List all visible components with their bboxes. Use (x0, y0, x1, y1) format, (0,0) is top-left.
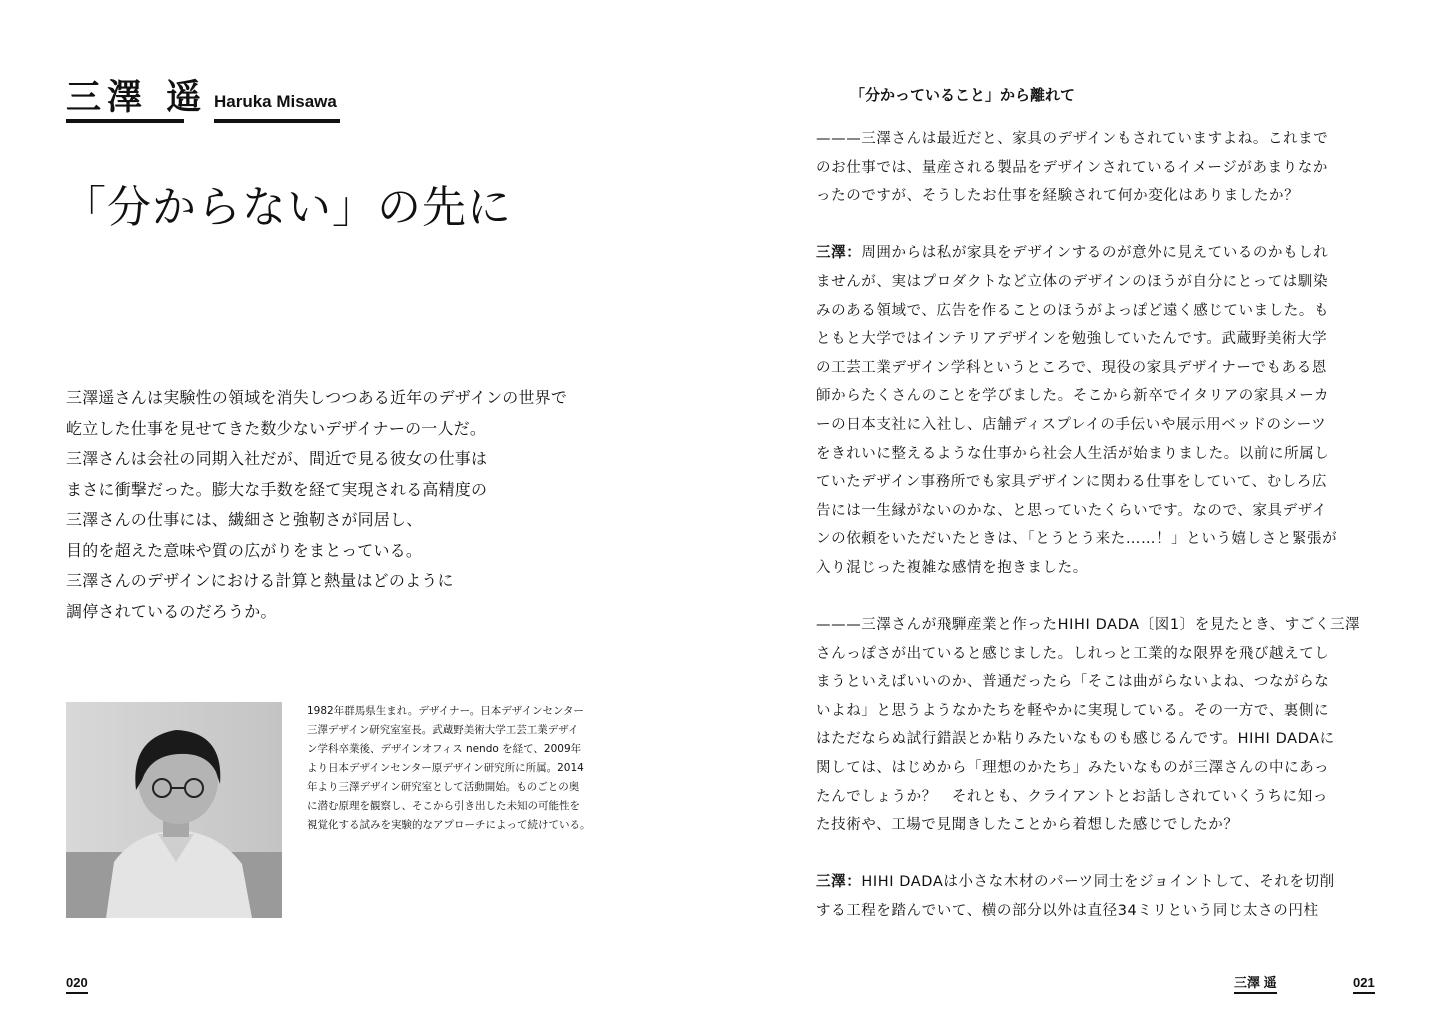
author-name-en: Haruka Misawa (214, 92, 337, 111)
answer-first-line (816, 239, 1376, 268)
question-line: ったのですが、そうしたお仕事を経験されて何か変化はありましたか？ (816, 188, 1300, 205)
portrait-illustration (66, 702, 282, 918)
page-number-left: 020 (66, 975, 88, 994)
lead-line: 三澤さんのデザインにおける計算と熱量はどのように (66, 571, 454, 590)
right-page (721, 0, 1442, 1023)
answer-line: ンの依頼をいただいたときは、「とうとう来た……！」という嬉しさと緊張が (816, 531, 1338, 548)
lead-line: 屹立した仕事を見せてきた数少ないデザイナーの一人だ。 (66, 418, 487, 438)
question-line: ———三澤さんが飛騨産業と作ったHIHI DADA〔図1〕を見たとき、すごく三澤 (816, 617, 1361, 634)
answer-line: ーの日本支社に入社し、店舗ディスプレイの手伝いや展示用ベッドのシーツ (816, 416, 1327, 433)
bio-line: 三澤デザイン研究室室長。武蔵野美術大学工芸工業デザイ (307, 724, 579, 736)
answer-line: 入り混じった複雑な感情を抱きました。 (816, 559, 1088, 576)
lead-line: 三澤さんの仕事には、繊細さと強靭さが同居し、 (66, 510, 423, 529)
answer-line: みのある領域で、広告を作ることのほうがよっぽど遠く感じていました。も (816, 302, 1330, 319)
paragraph-gap (816, 583, 1376, 612)
answer-line: の工芸工業デザイン学科というところで、現役の家具デザイナーでもある恩 (816, 359, 1327, 376)
author-bio (307, 702, 627, 835)
answer-line: をきれいに整えるような仕事から社会人生活が始まりました。以前に所属し (816, 445, 1330, 462)
author-name-jp: 三澤 遥 (66, 78, 208, 118)
lead-line: 調停されているのだろうか。 (66, 601, 277, 621)
question-line: た技術や、工場で見聞きしたことから着想した感じでしたか？ (816, 817, 1239, 834)
answer-line: 師からたくさんのことを学びました。そこから新卒でイタリアの家具メーカ (816, 388, 1330, 405)
answer-line: ていたデザイン事務所でも家具デザインに関わる仕事をしていて、むしろ広 (816, 474, 1328, 491)
answer-line: ませんが、実はプロダクトなど立体のデザインのほうが自分にとっては馴染 (816, 273, 1329, 290)
speaker-label: 三澤： (816, 874, 862, 891)
answer-text: HIHI DADAは小さな木材のパーツ同士をジョイントして、それを切削 (861, 874, 1335, 891)
answer-line: する工程を踏んでいて、横の部分以外は直径34ミリという同じ太さの円柱 (816, 903, 1319, 920)
speaker-label: 三澤： (816, 245, 862, 262)
section-heading: 「分かっていること」から離れて (850, 86, 1076, 104)
question-line: たんでしょうか？ それとも、クライアントとお話しされていくうちに知っ (816, 788, 1328, 805)
answer-line: 告には一生縁がないのかな、と思っていたくらいです。なので、家具デザイ (816, 502, 1327, 519)
interview-body (816, 125, 1376, 926)
bio-line: ン学科卒業後、デザインオフィス nendo を経て、2009年 (307, 743, 582, 755)
lead-line: 目的を超えた意味や質の広がりをまとっている。 (66, 540, 423, 560)
lead-line: 三澤さんは会社の同期入社だが、間近で見る彼女の仕事は (66, 449, 488, 468)
article-title: 「分からない」の先に (62, 182, 512, 233)
question-line: まうといえばいいのか、普通だったら「そこは曲がらないよね、つながらな (816, 674, 1330, 691)
answer-line: ともと大学ではインテリアデザインを勉強していたんです。武蔵野美術大学 (816, 331, 1328, 348)
bio-line: 視覚化する試みを実験的なアプローチによって続けている。 (307, 819, 591, 831)
bio-line: に潜む原理を観察し、そこから引き出した未知の可能性を (307, 800, 580, 812)
bio-line: 1982年群馬県生まれ。デザイナー。日本デザインセンター (307, 705, 585, 717)
question-line: さんっぽさが出ていると感じました。しれっと工業的な限界を飛び越えてし (816, 645, 1330, 662)
bio-line: 年より三澤デザイン研究室として活動開始。ものごとの奥 (307, 781, 580, 793)
portrait-photo (66, 702, 282, 918)
paragraph-gap (816, 840, 1376, 869)
question-line: いよね」と思うようなかたちを軽やかに実現している。その一方で、裏側に (816, 702, 1330, 719)
running-head: 三澤 遥 (1234, 975, 1277, 994)
answer-first-line (816, 868, 1376, 897)
answer-text: 周囲からは私が家具をデザインするのが意外に見えているのかもしれ (861, 245, 1329, 262)
lead-line: 三澤遥さんは実験性の領域を消失しつつある近年のデザインの世界で (66, 388, 568, 407)
paragraph-gap (816, 211, 1376, 240)
page-number-right: 021 (1353, 975, 1375, 994)
bio-line: より日本デザインセンター原デザイン研究所に所属。2014 (307, 762, 584, 774)
name-jp-underline (66, 119, 184, 123)
lead-line: まさに衝撃だった。膨大な手数を経て実現される高精度の (66, 479, 488, 499)
lead-paragraph (66, 383, 626, 627)
question-line: 関しては、はじめから「理想のかたち」みたいなものが三澤さんの中にあっ (816, 760, 1330, 777)
question-line: のお仕事では、量産される製品をデザインされているイメージがあまりなか (816, 159, 1328, 176)
name-en-underline (214, 119, 340, 123)
question-line: ———三澤さんは最近だと、家具のデザインもされていますよね。これまで (816, 131, 1329, 147)
question-line: はただならぬ試行錯誤とか粘りみたいなものも感じるんです。HIHI DADAに (816, 731, 1335, 748)
